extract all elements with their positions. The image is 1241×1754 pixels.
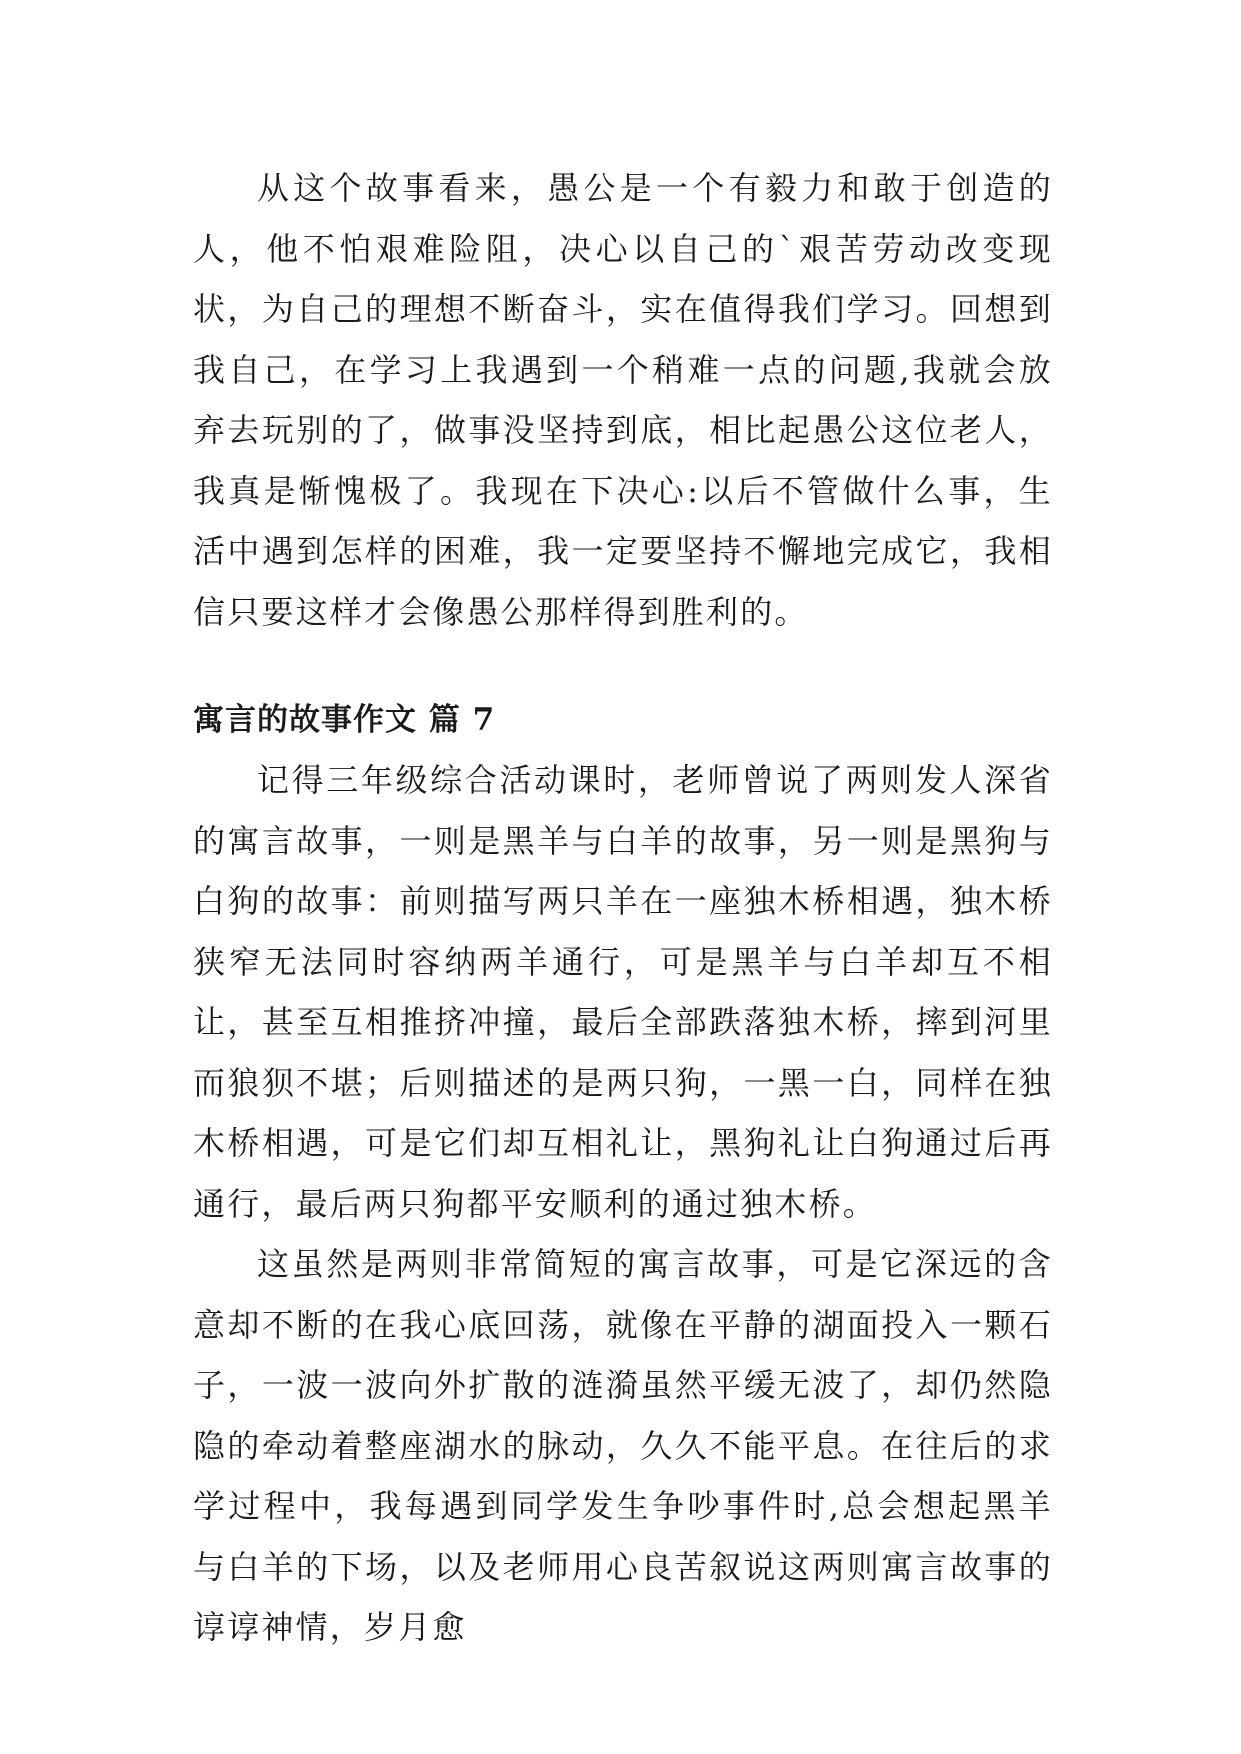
paragraph-fable-reflection: 这虽然是两则非常简短的寓言故事，可是它深远的含意却不断的在我心底回荡，就像在平静的湖面投入一颗石子，一波一波向外扩散的涟漪虽然平缓无波了，却仍然隐隐的牵动着整座湖水的脉动，久久不能平息。在往后的求学过程中，我每遇到同学发生争吵事件时,总会想起黑羊与白羊的下场，以及老师用心良苦叙说这两则寓言故事的谆谆神情，岁月愈: [193, 1245, 1053, 1646]
paragraph-yugong-reflection: 从这个故事看来，愚公是一个有毅力和敢于创造的人，他不怕艰难险阻，决心以自己的`艰苦劳动改变现状，为自己的理想不断奋斗，实在值得我们学习。回想到我自己，在学习上我遇到一个稍难一点的问题,我就会放弃去玩别的了，做事没坚持到底，相比起愚公这位老人，我真是惭愧极了。我现在下决心:以后不管做什么事，生活中遇到怎样的困难，我一定要坚持不懈地完成它，我相信只要这样才会像愚公那样得到胜利的。: [193, 169, 1053, 631]
paragraph-fable-intro: 记得三年级综合活动课时，老师曾说了两则发人深省的寓言故事，一则是黑羊与白羊的故事，另一则是黑狗与白狗的故事：前则描写两只羊在一座独木桥相遇，独木桥狭窄无法同时容纳两羊通行，可是黑羊与白羊却互不相让，甚至互相推挤冲撞，最后全部跌落独木桥，摔到河里而狼狈不堪；后则描述的是两只狗，一黑一白，同样在独木桥相遇，可是它们却互相礼让，黑狗礼让白狗通过后再通行，最后两只狗都平安顺利的通过独木桥。: [193, 761, 1053, 1223]
section-heading: 寓言的故事作文 篇 7: [193, 702, 496, 738]
document-page: [193, 158, 1053, 1658]
